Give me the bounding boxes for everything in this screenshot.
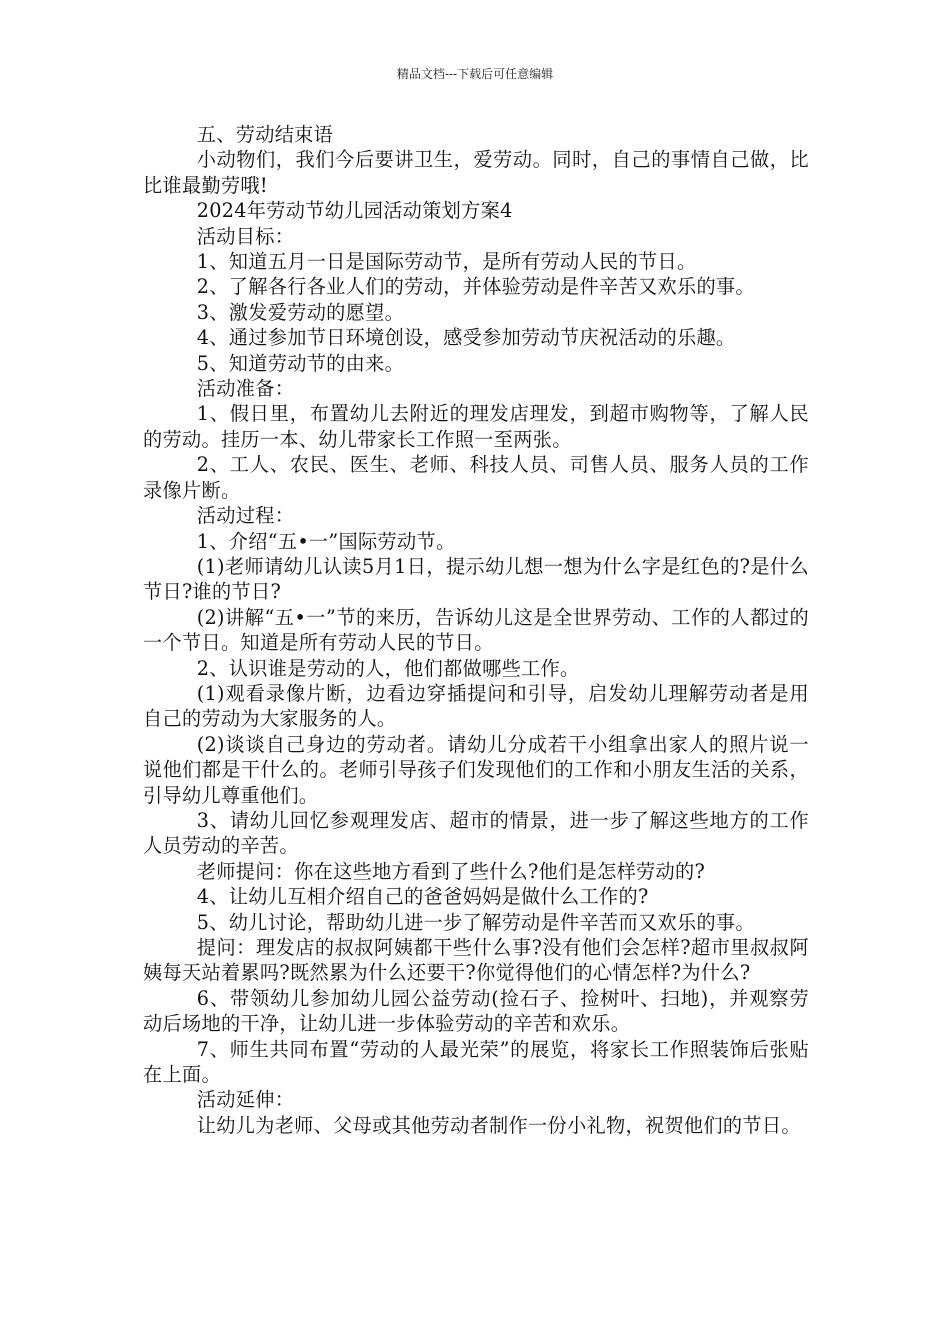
list-item: (1)老师请幼儿认读5月1日，提示幼儿想一想为什么字是红色的?是什么节日?谁的节日?	[143, 554, 809, 604]
list-item: 2、工人、农民、医生、老师、科技人员、司售人员、服务人员的工作录像片断。	[143, 453, 809, 502]
section-heading-preparation: 活动准备：	[196, 377, 295, 401]
list-item: 1、介绍“五•一”国际劳动节。	[196, 529, 456, 553]
section-heading-closing: 五、劳动结束语	[196, 123, 334, 146]
list-item: 7、师生共同布置“劳动的人最光荣”的展览，将家长工作照装饰后张贴在上面。	[143, 1037, 809, 1087]
page-header: 精品文档---下载后可任意编辑	[396, 67, 554, 81]
list-item: (2)讲解“五•一”节的来历，告诉幼儿这是全世界劳动、工作的人都过的一个节日。知道是所有劳动人民的节日。	[143, 605, 809, 655]
list-item: 5、知道劳动节的由来。	[196, 351, 405, 375]
list-item: 6、带领幼儿参加幼儿园公益劳动(捡石子、捡树叶、扫地)，并观察劳动后场地的干净，让幼儿进一步体验劳动的辛苦和欢乐。	[143, 986, 809, 1036]
list-item: 4、让幼儿互相介绍自己的爸爸妈妈是做什么工作的?	[196, 885, 649, 909]
plan-title: 2024年劳动节幼儿园活动策划方案4	[196, 199, 513, 223]
list-item: (1)观看录像片断，边看边穿插提问和引导，启发幼儿理解劳动者是用自己的劳动为大家服务的人。	[143, 681, 809, 731]
section-heading-goals: 活动目标：	[196, 224, 295, 248]
list-item: 3、激发爱劳动的愿望。	[196, 300, 405, 324]
list-item: 3、请幼儿回忆参观理发店、超市的情景，进一步了解这些地方的工作人员劳动的辛苦。	[143, 808, 809, 858]
section-heading-process: 活动过程：	[196, 504, 295, 528]
paragraph: 提问：理发店的叔叔阿姨都干些什么事?没有他们会怎样?超市里叔叔阿姨每天站着累吗?既然累为什么还要干?你觉得他们的心情怎样?为什么?	[143, 936, 809, 985]
paragraph: 小动物们，我们今后要讲卫生，爱劳动。同时，自己的事情自己做，比比谁最勤劳哦!	[143, 148, 809, 197]
list-item: 1、假日里，布置幼儿去附近的理发店理发，到超市购物等，了解人民的劳动。挂历一本、幼儿带家长工作照一至两张。	[143, 402, 809, 451]
list-item: (2)谈谈自己身边的劳动者。请幼儿分成若干小组拿出家人的照片说一说他们都是干什么的。老师引导孩子们发现他们的工作和小朋友生活的关系，引导幼儿尊重他们。	[143, 732, 809, 807]
list-item: 1、知道五月一日是国际劳动节，是所有劳动人民的节日。	[196, 250, 697, 274]
paragraph: 让幼儿为老师、父母或其他劳动者制作一份小礼物，祝贺他们的节日。	[196, 1113, 801, 1137]
list-item: 2、了解各行各业人们的劳动，并体验劳动是件辛苦又欢乐的事。	[196, 275, 755, 299]
section-heading-extension: 活动延伸：	[196, 1088, 295, 1112]
list-item: 2、认识谁是劳动的人，他们都做哪些工作。	[196, 656, 580, 680]
document-body	[143, 122, 809, 1138]
list-item: 4、通过参加节日环境创设，感受参加劳动节庆祝活动的乐趣。	[196, 326, 736, 350]
list-item: 5、幼儿讨论，帮助幼儿进一步了解劳动是件辛苦而又欢乐的事。	[196, 910, 755, 934]
paragraph: 老师提问：你在这些地方看到了些什么?他们是怎样劳动的?	[196, 859, 706, 883]
